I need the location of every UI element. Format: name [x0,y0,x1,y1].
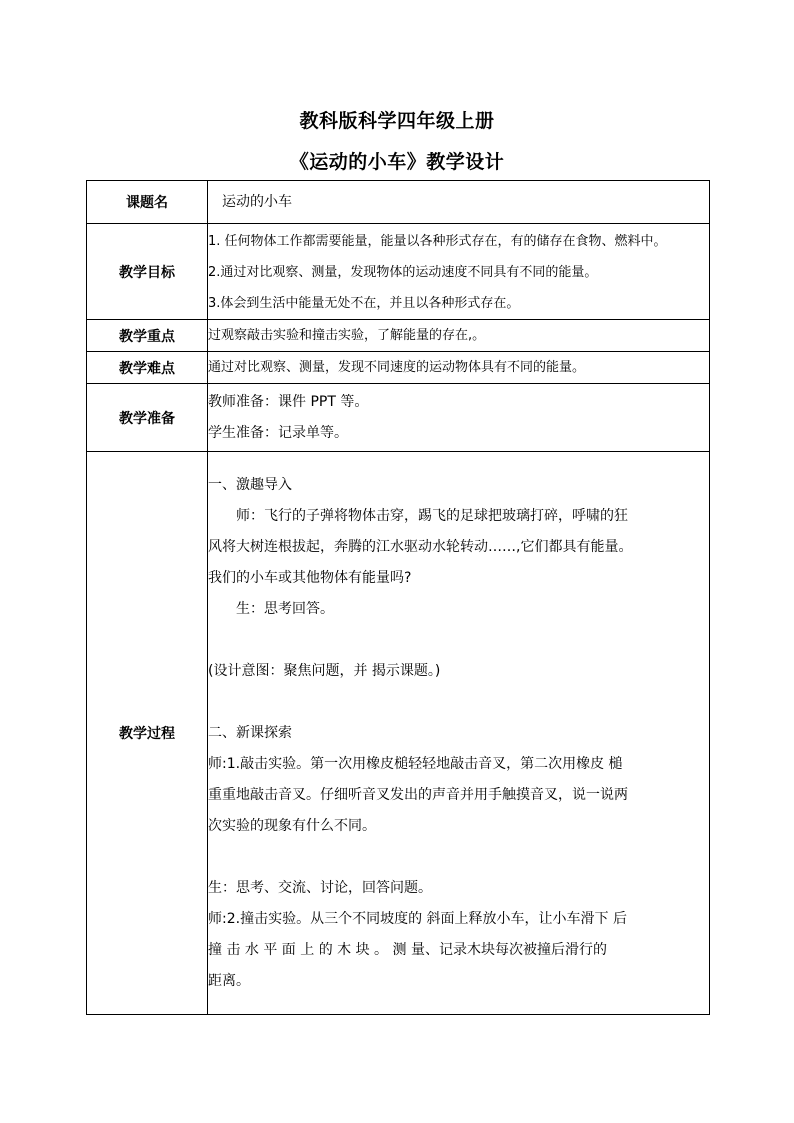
paragraph-line: 重重地敲击音叉。仔细听音叉发出的声音并用手触摸音叉，说一说两 [208,786,628,803]
spacer [208,687,709,718]
student-response: 生：思考回答。 [236,600,334,617]
table-row-key-points [87,320,710,352]
objectives-label: 教学目标 [87,224,208,320]
paragraph-line: 风将大树连根拔起，奔腾的江水驱动水轮转动……,它们都具有能量。 [208,538,633,555]
paragraph-line: 师:1.敲击实验。第一次用橡皮槌轻轻地敲击音叉，第二次用橡皮 槌 [208,755,623,772]
paragraph-line: 师：飞行的子弹将物体击穿，踢飞的足球把玻璃打碎，呼啸的狂 [236,507,628,524]
objectives-content [208,224,710,320]
design-intent: (设计意图：聚焦问题，并 揭示课题。) [208,662,441,679]
objective-item: 3.体会到生活中能量无处不在，并且以各种形式存在。 [208,295,520,311]
paragraph-line: 次实验的现象有什么不同。 [208,817,376,834]
paragraph-line: 我们的小车或其他物体有能量吗? [208,569,412,586]
process-label: 教学过程 [87,452,208,1015]
preparation-content [208,384,710,452]
section-heading: 一、激趣导入 [208,476,292,493]
section-heading: 二、新课探索 [208,724,292,741]
objective-item: 2.通过对比观察、测量，发现物体的运动速度不同具有不同的能量。 [208,264,598,280]
lesson-plan-table [86,180,710,1015]
table-row-topic [87,181,710,224]
document-subtitle: 《运动的小车》教学设计 [289,151,505,173]
topic-value: 运动的小车 [208,181,710,224]
document-title: 教科版科学四年级上册 [299,110,495,132]
paragraph-line: 撞 击 水 平 面 上 的 木 块 。 测 量、记录木块每次被撞后滑行的 [208,941,607,958]
table-row-difficulties [87,352,710,384]
key-points-value: 过观察敲击实验和撞击实验，了解能量的存在,。 [208,320,710,352]
topic-label: 课题名 [87,181,208,224]
table-row-process [87,452,710,1015]
paragraph-line: 师:2.撞击实验。从三个不同坡度的 斜面上释放小车，让小车滑下 后 [208,910,627,927]
student-response: 生：思考、交流、讨论，回答问题。 [208,879,432,896]
spacer [208,625,709,656]
preparation-label: 教学准备 [87,384,208,452]
objective-item: 1. 任何物体工作都需要能量，能量以各种形式存在，有的储存在食物、燃料中。 [208,233,667,249]
key-points-label: 教学重点 [87,320,208,352]
teacher-preparation: 教师准备：课件 PPT 等。 [208,393,369,410]
difficulties-label: 教学难点 [87,352,208,384]
paragraph-line: 距离。 [208,972,250,989]
student-preparation: 学生准备：记录单等。 [208,424,348,441]
difficulties-value: 通过对比观察、测量，发现不同速度的运动物体具有不同的能量。 [208,352,710,384]
table-row-objectives [87,224,710,320]
process-content [208,452,710,1015]
spacer [208,842,709,873]
table-row-preparation [87,384,710,452]
